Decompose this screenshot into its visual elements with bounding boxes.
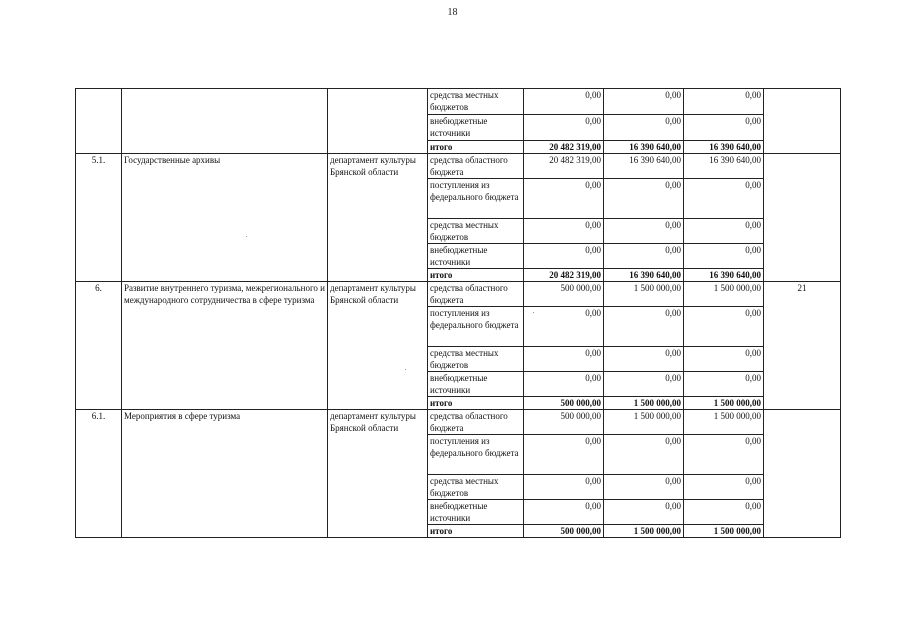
item-number: 6. <box>76 282 122 410</box>
number-cell <box>76 89 122 154</box>
row1-regional-year2-amount: 1 500 000,00 <box>604 282 684 307</box>
source-local-label: средства местных бюджетов <box>428 89 524 115</box>
row0-local-year2-amount: 0,00 <box>604 219 684 244</box>
row1-offbudget-year1-amount: 0,00 <box>524 372 604 397</box>
row0-federal-year3-amount: 0,00 <box>684 179 764 219</box>
row2-local-year1-amount: 0,00 <box>524 475 604 500</box>
row2-federal-year2-amount: 0,00 <box>604 435 684 475</box>
name-cell <box>122 89 328 154</box>
row0-offbudget-year2-amount: 0,00 <box>604 244 684 269</box>
extra-cell <box>764 89 841 154</box>
table-row <box>76 154 841 179</box>
row0-total-year3-amount: 16 390 640,00 <box>684 269 764 282</box>
top-total-year3-amount: 16 390 640,00 <box>684 141 764 154</box>
top-total-year1-amount: 20 482 319,00 <box>524 141 604 154</box>
row2-local-year3-amount: 0,00 <box>684 475 764 500</box>
row1-federal-year1-amount: 0,00 <box>524 307 604 347</box>
table-row <box>76 89 841 115</box>
source-regional-label: средства областного бюджета <box>428 410 524 435</box>
top-local-year3-amount: 0,00 <box>684 89 764 115</box>
row1-regional-year1-amount: 500 000,00 <box>524 282 604 307</box>
row0-total-year1-amount: 20 482 319,00 <box>524 269 604 282</box>
top-offbudget-year2-amount: 0,00 <box>604 115 684 141</box>
row2-total-year1-amount: 500 000,00 <box>524 525 604 538</box>
source-local-label: средства местных бюджетов <box>428 475 524 500</box>
top-local-year2-amount: 0,00 <box>604 89 684 115</box>
row1-federal-year2-amount: 0,00 <box>604 307 684 347</box>
row1-regional-year3-amount: 1 500 000,00 <box>684 282 764 307</box>
item-number: 5.1. <box>76 154 122 282</box>
top-offbudget-year3-amount: 0,00 <box>684 115 764 141</box>
funding-table <box>75 88 841 538</box>
row1-total-year3-amount: 1 500 000,00 <box>684 397 764 410</box>
row0-local-year3-amount: 0,00 <box>684 219 764 244</box>
row2-regional-year3-amount: 1 500 000,00 <box>684 410 764 435</box>
row0-regional-year1-amount: 20 482 319,00 <box>524 154 604 179</box>
row2-regional-year2-amount: 1 500 000,00 <box>604 410 684 435</box>
row0-federal-year1-amount: 0,00 <box>524 179 604 219</box>
row1-local-year1-amount: 0,00 <box>524 347 604 372</box>
source-total-label: итого <box>428 269 524 282</box>
source-federal-label: поступления из федерального бюджета <box>428 179 524 219</box>
top-local-year1-amount: 0,00 <box>524 89 604 115</box>
source-regional-label: средства областного бюджета <box>428 282 524 307</box>
row1-offbudget-year2-amount: 0,00 <box>604 372 684 397</box>
executor-cell <box>328 89 428 154</box>
page-number: 18 <box>447 7 458 18</box>
row1-total-year2-amount: 1 500 000,00 <box>604 397 684 410</box>
row0-regional-year2-amount: 16 390 640,00 <box>604 154 684 179</box>
item-extra-number: 21 <box>764 282 841 410</box>
item-extra-number <box>764 410 841 538</box>
row2-local-year2-amount: 0,00 <box>604 475 684 500</box>
source-federal-label: поступления из федерального бюджета <box>428 435 524 475</box>
item-executor: департамент культуры Брянской области <box>328 154 428 282</box>
table-row <box>76 410 841 435</box>
row1-offbudget-year3-amount: 0,00 <box>684 372 764 397</box>
source-federal-label: поступления из федерального бюджета <box>428 307 524 347</box>
source-offbudget-label: внебюджетные источники <box>428 372 524 397</box>
top-total-year2-amount: 16 390 640,00 <box>604 141 684 154</box>
item-executor: департамент культуры Брянской области <box>328 410 428 538</box>
row1-local-year3-amount: 0,00 <box>684 347 764 372</box>
source-total-label: итого <box>428 397 524 410</box>
source-offbudget-label: внебюджетные источники <box>428 244 524 269</box>
source-regional-label: средства областного бюджета <box>428 154 524 179</box>
row1-local-year2-amount: 0,00 <box>604 347 684 372</box>
row2-offbudget-year2-amount: 0,00 <box>604 500 684 525</box>
source-offbudget-label: внебюджетные источники <box>428 115 524 141</box>
row1-total-year1-amount: 500 000,00 <box>524 397 604 410</box>
row2-regional-year1-amount: 500 000,00 <box>524 410 604 435</box>
item-name: Мероприятия в сфере туризма <box>122 410 328 538</box>
item-name: Государственные архивы <box>122 154 328 282</box>
row2-total-year3-amount: 1 500 000,00 <box>684 525 764 538</box>
row0-federal-year2-amount: 0,00 <box>604 179 684 219</box>
row2-total-year2-amount: 1 500 000,00 <box>604 525 684 538</box>
table-row <box>76 282 841 307</box>
row2-offbudget-year1-amount: 0,00 <box>524 500 604 525</box>
row2-federal-year3-amount: 0,00 <box>684 435 764 475</box>
top-offbudget-year1-amount: 0,00 <box>524 115 604 141</box>
item-extra-number <box>764 154 841 282</box>
source-local-label: средства местных бюджетов <box>428 219 524 244</box>
row0-total-year2-amount: 16 390 640,00 <box>604 269 684 282</box>
source-local-label: средства местных бюджетов <box>428 347 524 372</box>
row2-federal-year1-amount: 0,00 <box>524 435 604 475</box>
row0-local-year1-amount: 0,00 <box>524 219 604 244</box>
item-name: Развитие внутреннего туризма, межрегионального и международного сотрудничества в сфере туризма <box>122 282 328 410</box>
row1-federal-year3-amount: 0,00 <box>684 307 764 347</box>
item-executor: департамент культуры Брянской области <box>328 282 428 410</box>
source-total-label: итого <box>428 525 524 538</box>
row0-offbudget-year1-amount: 0,00 <box>524 244 604 269</box>
row2-offbudget-year3-amount: 0,00 <box>684 500 764 525</box>
item-number: 6.1. <box>76 410 122 538</box>
row0-regional-year3-amount: 16 390 640,00 <box>684 154 764 179</box>
row0-offbudget-year3-amount: 0,00 <box>684 244 764 269</box>
source-total-label: итого <box>428 141 524 154</box>
source-offbudget-label: внебюджетные источники <box>428 500 524 525</box>
